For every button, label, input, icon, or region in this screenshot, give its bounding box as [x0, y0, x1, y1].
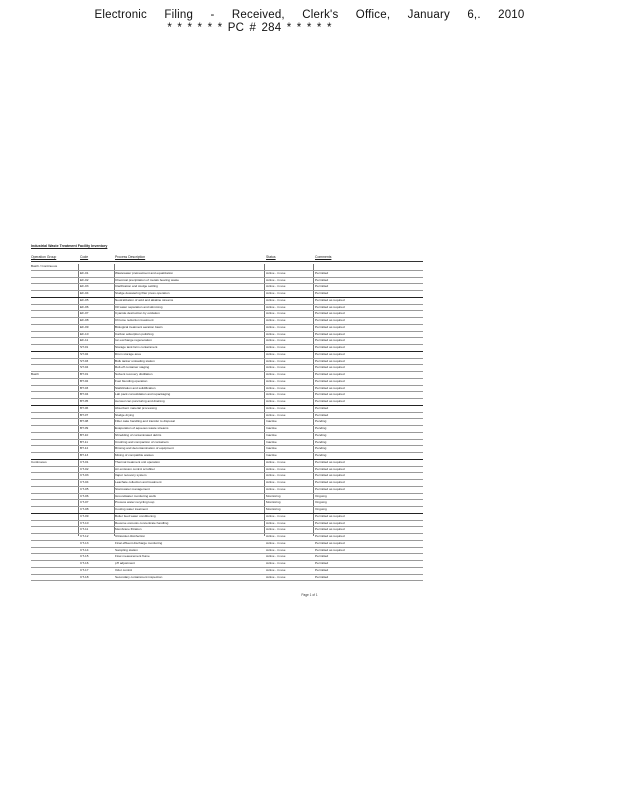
- table-row: [31, 446, 423, 453]
- row-code: EF-07: [80, 312, 89, 316]
- row-status: Active - in use: [266, 366, 286, 370]
- row-status: Active - in use: [266, 406, 286, 410]
- row-description: Storage tank farm containment: [115, 346, 158, 349]
- row-code: BT-13: [80, 454, 89, 457]
- table-row: [31, 365, 423, 372]
- row-status: Active - in use: [266, 325, 286, 329]
- inventory-document: [31, 244, 423, 579]
- row-comment: Permitted as required: [315, 366, 345, 370]
- row-comment: Permitted as required: [315, 514, 345, 518]
- row-code: BT-07: [80, 413, 89, 417]
- row-code: BT-01: [80, 373, 89, 376]
- row-status: Active - in use: [266, 528, 286, 532]
- header-operation: Operation Group: [31, 255, 57, 259]
- row-comment: Permitted as required: [315, 535, 345, 538]
- row-code: EF-05: [80, 298, 89, 302]
- table-row: [31, 399, 423, 406]
- row-code: CT-04: [80, 481, 89, 484]
- row-description: Bulk tanker unloading station: [115, 359, 155, 363]
- table-row: [31, 264, 423, 271]
- row-status: Inactive: [266, 427, 277, 430]
- row-description: Secondary containment inspection: [115, 575, 163, 579]
- row-comment: Permitted: [315, 292, 329, 295]
- row-code: BT-12: [80, 447, 89, 451]
- row-comment: Permitted as required: [315, 528, 345, 532]
- row-comment: Permitted as required: [315, 373, 345, 376]
- row-comment: Pending: [315, 454, 327, 457]
- row-description: Shredding of contaminated debris: [115, 433, 162, 437]
- row-comment: Permitted as required: [315, 325, 345, 329]
- row-comment: Permitted as required: [315, 521, 345, 525]
- row-code: CT-07: [80, 501, 89, 505]
- table-row: [31, 480, 423, 487]
- row-code: ST-01: [80, 346, 89, 349]
- row-status: Active - in use: [266, 467, 286, 471]
- row-comment: Permitted: [315, 406, 329, 410]
- row-description: Membrane filtration: [115, 528, 142, 532]
- row-code: EF-10: [80, 332, 89, 336]
- row-status: Active - in use: [266, 393, 286, 397]
- row-comment: Permitted as required: [315, 481, 345, 484]
- row-code: EF-11: [80, 339, 89, 343]
- table-row: [31, 433, 423, 440]
- table-row: [31, 352, 423, 359]
- table-row: [31, 325, 423, 332]
- filing-number-line: * * * * * * PC # 284 * * * * *: [167, 22, 332, 34]
- row-description: Stormwater management: [115, 487, 150, 491]
- table-row: [31, 359, 423, 366]
- row-status: Active - in use: [266, 285, 286, 289]
- row-status: Inactive: [266, 454, 277, 457]
- table-row: [31, 473, 423, 480]
- header-rule: [31, 261, 423, 262]
- table-row: [31, 494, 423, 501]
- table-row: [31, 372, 423, 379]
- row-code: CT-02: [80, 467, 89, 471]
- row-status: Active - in use: [266, 352, 286, 356]
- row-code: BT-06: [80, 406, 89, 410]
- table-row: [31, 541, 423, 548]
- row-comment: Permitted as required: [315, 400, 345, 403]
- table-row: [31, 568, 423, 575]
- row-code: CT-05: [80, 487, 89, 491]
- row-status: Inactive: [266, 433, 277, 437]
- row-comment: Permitted: [315, 285, 329, 289]
- row-status: Active - in use: [266, 346, 286, 349]
- row-operation: Batch / Continuous: [31, 265, 58, 268]
- table-row: [31, 332, 423, 339]
- row-description: Clarification and sludge settling: [115, 285, 158, 289]
- table-row: [31, 338, 423, 345]
- header-comments: Comments: [315, 255, 332, 259]
- row-status: Active - in use: [266, 521, 286, 525]
- row-status: Active - in use: [266, 474, 286, 478]
- row-code: BT-08: [80, 420, 89, 424]
- inventory-table-body: [31, 264, 423, 581]
- row-code: ST-03: [80, 359, 89, 363]
- row-description: Wastewater pretreatment and equalization: [115, 271, 174, 275]
- row-code: CT-15: [80, 555, 89, 559]
- row-code: CT-08: [80, 508, 89, 511]
- row-code: CT-18: [80, 575, 89, 579]
- row-comment: Pending: [315, 447, 327, 451]
- table-row: [31, 311, 423, 318]
- row-code: BT-03: [80, 386, 89, 390]
- row-comment: Permitted as required: [315, 346, 345, 349]
- row-code: CT-06: [80, 494, 89, 498]
- row-comment: Permitted as required: [315, 393, 345, 397]
- table-row: [31, 500, 423, 507]
- row-description: Thermal treatment unit operation: [115, 460, 160, 464]
- row-status: Active - in use: [266, 271, 286, 275]
- row-description: Filter cake handling and transfer to disposal: [115, 420, 175, 424]
- row-description: Lab pack consolidation and repackaging: [115, 393, 171, 397]
- row-description: Ultraviolet disinfection: [115, 535, 146, 538]
- row-status: Active - in use: [266, 373, 286, 376]
- row-comment: Permitted as required: [315, 379, 345, 383]
- row-status: Active - in use: [266, 386, 286, 390]
- row-comment: Permitted: [315, 562, 329, 565]
- row-status: Active - in use: [266, 332, 286, 336]
- row-status: Active - in use: [266, 487, 286, 491]
- row-status: Active - in use: [266, 514, 286, 518]
- row-status: Active - in use: [266, 379, 286, 383]
- row-status: Active - in use: [266, 568, 286, 572]
- table-row: [31, 392, 423, 399]
- row-code: CT-17: [80, 568, 89, 572]
- row-code: BT-02: [80, 379, 89, 383]
- row-code: EF-01: [80, 271, 89, 275]
- row-code: CT-12: [80, 535, 89, 538]
- row-status: Active - in use: [266, 555, 286, 559]
- row-comment: Permitted as required: [315, 352, 345, 356]
- row-comment: Permitted as required: [315, 319, 345, 322]
- row-description: Rinsing and decontamination of equipment: [115, 447, 174, 451]
- row-status: Active - in use: [266, 535, 286, 538]
- row-comment: Permitted as required: [315, 339, 345, 343]
- row-comment: Permitted as required: [315, 386, 345, 390]
- row-comment: Permitted as required: [315, 332, 345, 336]
- row-description: Sampling station: [115, 548, 138, 552]
- row-comment: Permitted: [315, 271, 329, 275]
- row-description: Process water recycling loop: [115, 501, 155, 505]
- row-comment: Pending: [315, 427, 327, 430]
- row-code: EF-08: [80, 319, 89, 322]
- document-title: Industrial Waste Treatment Facility Inventory: [31, 244, 108, 248]
- row-status: Inactive: [266, 440, 277, 444]
- row-status: Active - in use: [266, 278, 286, 282]
- row-comment: Permitted as required: [315, 467, 345, 471]
- table-row: [31, 487, 423, 494]
- row-status: Active - in use: [266, 305, 286, 309]
- row-description: Fuel blending operation: [115, 379, 148, 383]
- row-status: Inactive: [266, 420, 277, 424]
- row-status: Active - in use: [266, 298, 286, 302]
- filing-stamp-line: Electronic Filing - Received, Clerk's Office, January 6,. 2010: [94, 9, 525, 21]
- row-status: Active - in use: [266, 562, 286, 565]
- row-comment: Ongoing: [315, 494, 327, 498]
- row-description: Absorbent material processing: [115, 406, 157, 410]
- row-description: Boiler feed water conditioning: [115, 514, 156, 518]
- row-code: ST-04: [80, 366, 89, 370]
- row-status: Active - in use: [266, 481, 286, 484]
- table-row: [31, 278, 423, 285]
- row-code: EF-09: [80, 325, 89, 329]
- row-code: EF-03: [80, 285, 89, 289]
- row-comment: Permitted as required: [315, 487, 345, 491]
- row-code: CT-01: [80, 460, 89, 464]
- table-row: [31, 521, 423, 528]
- row-status: Active - in use: [266, 575, 286, 579]
- row-description: Crushing and compaction of containers: [115, 440, 169, 444]
- table-row: [31, 575, 423, 582]
- row-operation: Batch: [31, 373, 39, 376]
- table-row: [31, 386, 423, 393]
- row-comment: Pending: [315, 440, 327, 444]
- table-row: [31, 554, 423, 561]
- header-code: Code: [80, 255, 89, 259]
- row-status: Inactive: [266, 447, 277, 451]
- row-code: CT-09: [80, 514, 89, 518]
- row-operation: Continuous: [31, 460, 47, 464]
- table-row: [31, 548, 423, 555]
- row-description: Sludge dewatering filter press operation: [115, 292, 170, 295]
- row-comment: Permitted: [315, 568, 329, 572]
- row-code: EF-04: [80, 292, 89, 295]
- header-description: Process Description: [115, 255, 146, 259]
- row-description: Neutralization of acid and alkaline streams: [115, 298, 174, 302]
- row-description: Carbon adsorption polishing: [115, 332, 154, 336]
- table-row: [31, 413, 423, 420]
- row-status: Monitoring: [266, 501, 281, 505]
- row-description: Biological treatment aeration basin: [115, 325, 163, 329]
- table-row: [31, 379, 423, 386]
- header-status: Status: [266, 255, 276, 259]
- row-status: Monitoring: [266, 508, 281, 511]
- table-row: [31, 426, 423, 433]
- row-code: BT-11: [80, 440, 89, 444]
- row-description: Sludge drying: [115, 413, 134, 417]
- row-status: Active - in use: [266, 413, 286, 417]
- row-comment: Permitted: [315, 278, 329, 282]
- row-description: Reverse osmosis concentrate handling: [115, 521, 169, 525]
- row-description: Vapor recovery system: [115, 474, 147, 478]
- row-description: Leachate collection and treatment: [115, 481, 162, 484]
- table-row: [31, 460, 423, 467]
- row-comment: Pending: [315, 433, 327, 437]
- row-description: Flow measurement flume: [115, 555, 150, 559]
- row-status: Active - in use: [266, 292, 286, 295]
- row-code: CT-11: [80, 528, 89, 532]
- row-comment: Permitted: [315, 555, 329, 559]
- row-status: Active - in use: [266, 359, 286, 363]
- table-row: [31, 419, 423, 426]
- row-comment: Permitted as required: [315, 298, 345, 302]
- row-comment: Permitted: [315, 413, 329, 417]
- table-row: [31, 527, 423, 534]
- row-status: Active - in use: [266, 541, 286, 545]
- table-row: [31, 305, 423, 312]
- row-description: pH adjustment: [115, 562, 135, 565]
- row-status: Active - in use: [266, 548, 286, 552]
- row-comment: Permitted as required: [315, 541, 345, 545]
- table-row: [31, 514, 423, 521]
- row-description: Solvent recovery distillation: [115, 373, 153, 376]
- row-description: Ion exchange regeneration: [115, 339, 152, 343]
- row-comment: Permitted as required: [315, 474, 345, 478]
- row-description: Odor control: [115, 568, 133, 572]
- row-description: Chrome reduction treatment: [115, 319, 154, 322]
- row-description: Final effluent discharge monitoring: [115, 541, 163, 545]
- row-description: Groundwater monitoring wells: [115, 494, 156, 498]
- row-code: CT-14: [80, 548, 89, 552]
- table-row: [31, 467, 423, 474]
- row-code: CT-13: [80, 541, 89, 545]
- row-comment: Permitted as required: [315, 305, 345, 309]
- row-comment: Ongoing: [315, 508, 327, 511]
- row-code: EF-02: [80, 278, 89, 282]
- row-status: Active - in use: [266, 460, 286, 464]
- table-row: [31, 345, 423, 352]
- row-comment: Permitted as required: [315, 460, 345, 464]
- table-row: [31, 440, 423, 447]
- row-description: Drum storage area: [115, 352, 141, 356]
- row-description: Aerosol can puncturing and draining: [115, 400, 165, 403]
- row-description: Stabilization and solidification: [115, 386, 156, 390]
- page-number: Page 1 of 1: [301, 593, 318, 597]
- row-status: Monitoring: [266, 494, 281, 498]
- row-code: BT-05: [80, 400, 89, 403]
- row-code: BT-10: [80, 433, 89, 437]
- table-row: [31, 507, 423, 514]
- table-row: [31, 453, 423, 460]
- row-description: Cooling water treatment: [115, 508, 148, 511]
- row-comment: Permitted as required: [315, 312, 345, 316]
- row-comment: Permitted as required: [315, 359, 345, 363]
- row-status: Active - in use: [266, 400, 286, 403]
- row-description: Cyanide destruction by oxidation: [115, 312, 160, 316]
- row-code: ST-02: [80, 352, 89, 356]
- row-description: Chemical precipitation of metals bearing waste: [115, 278, 179, 282]
- row-description: Air emission control scrubber: [115, 467, 155, 471]
- row-comment: Permitted as required: [315, 548, 345, 552]
- table-row: [31, 561, 423, 568]
- table-row: [31, 406, 423, 413]
- row-status: Active - in use: [266, 312, 286, 316]
- row-description: Oil water separation and skimming: [115, 305, 163, 309]
- row-code: CT-10: [80, 521, 89, 525]
- row-code: EF-06: [80, 305, 89, 309]
- table-row: [31, 271, 423, 278]
- row-status: Active - in use: [266, 339, 286, 343]
- row-comment: Ongoing: [315, 501, 327, 505]
- row-comment: Permitted: [315, 575, 329, 579]
- row-description: Roll-off container staging: [115, 366, 150, 370]
- row-code: CT-16: [80, 562, 89, 565]
- row-comment: Pending: [315, 420, 327, 424]
- row-code: BT-04: [80, 393, 89, 397]
- table-row: [31, 291, 423, 298]
- row-description: Evaporation of aqueous waste streams: [115, 427, 169, 430]
- table-row: [31, 284, 423, 291]
- row-status: Active - in use: [266, 319, 286, 322]
- row-code: BT-09: [80, 427, 89, 430]
- table-row: [31, 298, 423, 305]
- row-description: Mixing of compatible wastes: [115, 454, 154, 457]
- table-row: [31, 318, 423, 325]
- row-code: CT-03: [80, 474, 89, 478]
- table-row: [31, 534, 423, 541]
